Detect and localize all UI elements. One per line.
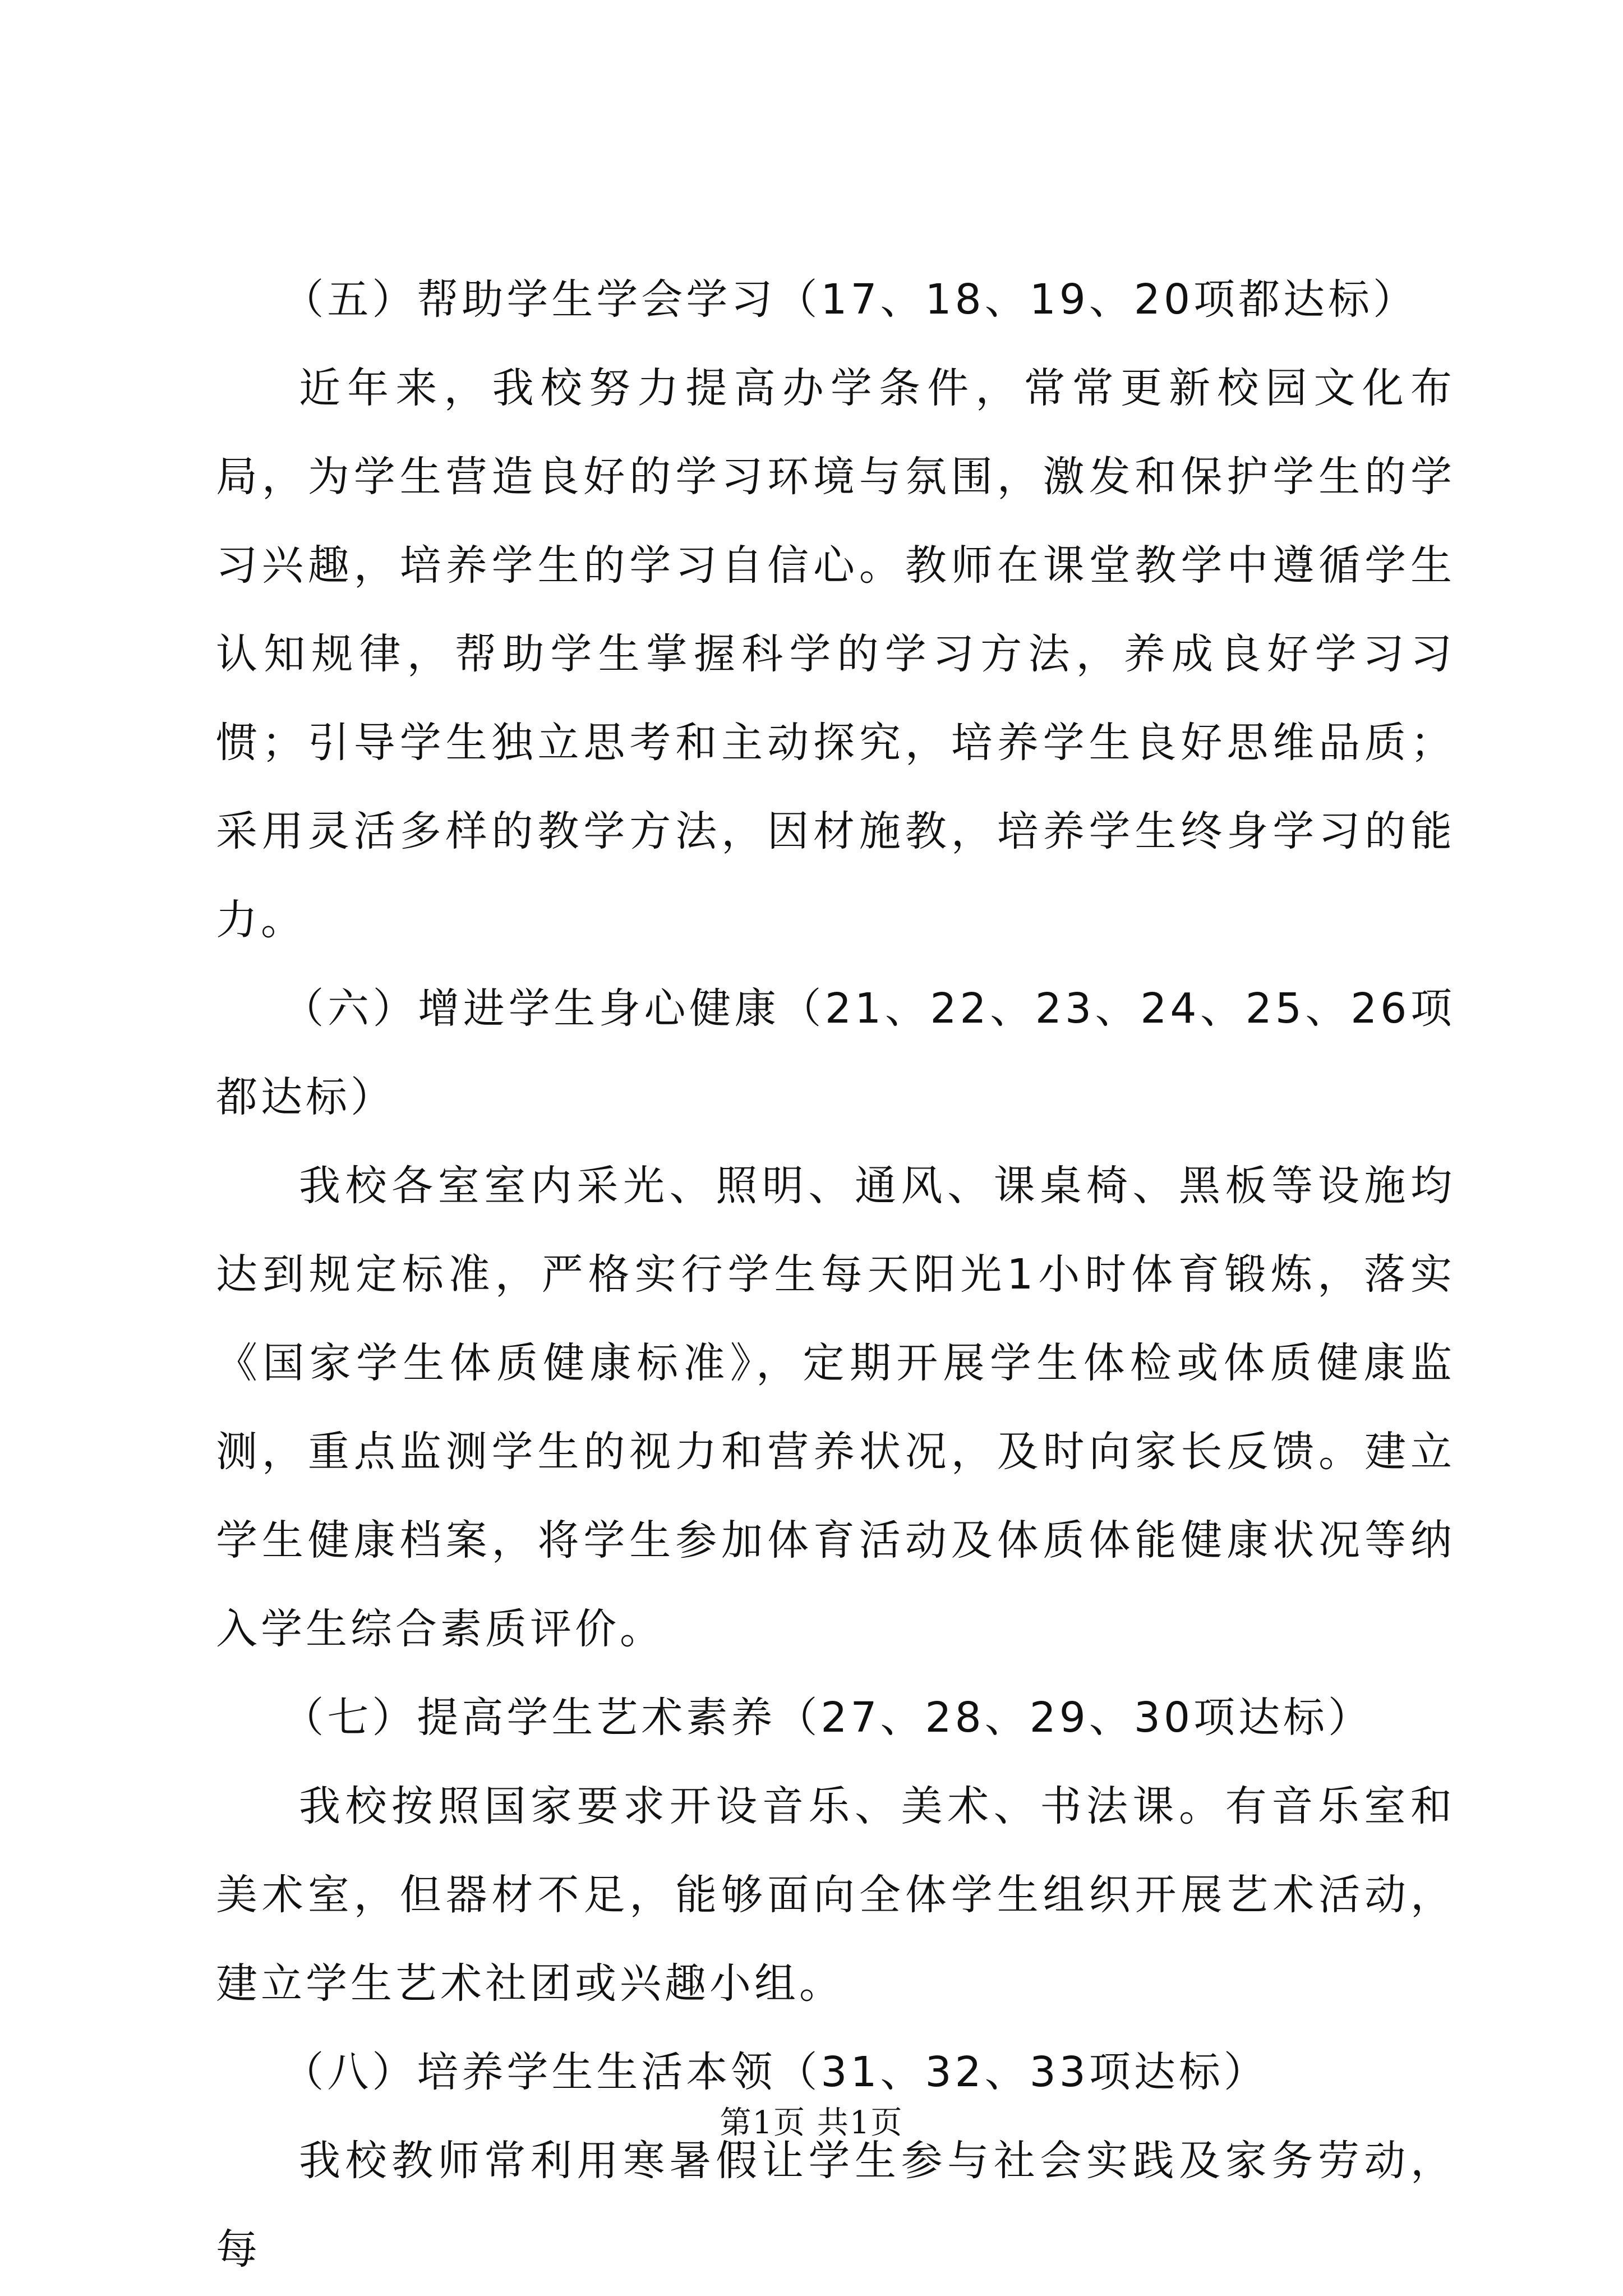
section-heading-8: （八）培养学生生活本领（31、32、33项达标） xyxy=(282,2048,1269,2096)
page-footer: 第1页 共1页 xyxy=(720,2105,903,2141)
section-paragraph-8: 我校教师常利用寒暑假让学生参与社会实践及家务劳动，每 xyxy=(216,2137,1455,2274)
section-paragraph-6: 我校各室室内采光、照明、通风、课桌椅、黑板等设施均达到规定标准，严格实行学生每天阳光1小时体育锻炼，落实《国家学生体质健康标准》，定期开展学生体检或体质健康监测，重点监测学生的视力和营养状况，及时向家长反馈。建立学生健康档案，将学生参加体育活动及体质体能健康状况等纳入学生综合素质评价。 xyxy=(216,1162,1455,1653)
section-paragraph-7: 我校按照国家要求开设音乐、美术、书法课。有音乐室和美术室，但器材不足，能够面向全体学生组织开展艺术活动，建立学生艺术社团或兴趣小组。 xyxy=(216,1782,1455,2008)
section-heading-7: （七）提高学生艺术素养（27、28、29、30项达标） xyxy=(282,1694,1373,1742)
document-body xyxy=(216,255,1455,2294)
section-heading-5: （五）帮助学生学会学习（17、18、19、20项都达标） xyxy=(282,275,1418,324)
section-paragraph-5: 近年来，我校努力提高办学条件，常常更新校园文化布局，为学生营造良好的学习环境与氛围，激发和保护学生的学习兴趣，培养学生的学习自信心。教师在课堂教学中遵循学生认知规律，帮助学生掌握科学的学习方法，养成良好学习习惯；引导学生独立思考和主动探究，培养学生良好思维品质；采用灵活多样的教学方法，因材施教，培养学生终身学习的能力。 xyxy=(216,364,1455,944)
section-heading-6: （六）增进学生身心健康（21、22、23、24、25、26项都达标） xyxy=(216,984,1455,1121)
